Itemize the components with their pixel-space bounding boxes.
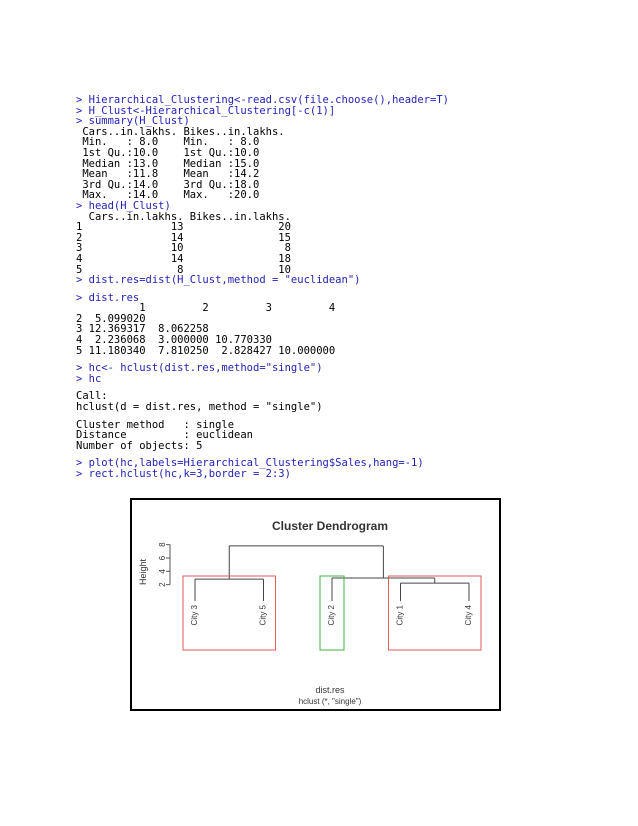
console-output-line: 2 5.099020 [76, 312, 146, 325]
leaf-label: City 5 [258, 605, 268, 626]
console-output-line: Number of objects: 5 [76, 439, 203, 452]
console-output-line: Cars..in.lakhs. Bikes..in.lakhs. [76, 125, 285, 138]
console-output-line: Cluster method : single [76, 418, 235, 431]
y-tick-label: 4 [158, 569, 168, 574]
console-output-line: 5 8 10 [76, 263, 291, 276]
y-tick-label: 8 [158, 542, 168, 547]
y-axis-label: Height [138, 558, 148, 586]
console-output-line: 3rd Qu.:14.0 3rd Qu.:18.0 [76, 178, 260, 191]
chart-title: Cluster Dendrogram [271, 519, 389, 533]
console-output-line: Distance : euclidean [76, 429, 254, 442]
console-output-line: hclust(d = dist.res, method = "single") [76, 401, 323, 414]
console-output-line: 3 12.369317 8.062258 [76, 323, 209, 336]
console-command-line: > Hierarchical_Clustering<-read.csv(file.choose(),header=T) [76, 94, 449, 106]
console-command-line: > hc [76, 372, 102, 385]
y-tick-label: 2 [158, 582, 168, 587]
leaf-label: City 4 [464, 605, 474, 626]
console-output-line: Max. :14.0 Max. :20.0 [76, 189, 260, 202]
console-output-line: 2 14 15 [76, 231, 291, 244]
dendrogram-figure [130, 498, 501, 711]
console-output-line: Call: [76, 390, 108, 403]
console-output-line: 1 2 3 4 [76, 302, 336, 315]
y-tick-label: 6 [158, 555, 168, 561]
dendrogram-chart [132, 500, 499, 709]
console-output-line: Mean :11.8 Mean :14.2 [76, 168, 260, 181]
console-output-line: 1st Qu.:10.0 1st Qu.:10.0 [76, 146, 260, 159]
x-axis-label: dist.res [315, 685, 345, 695]
console-output-line: Min. : 8.0 Min. : 8.0 [76, 136, 260, 149]
console-output-line: 4 14 18 [76, 252, 291, 265]
console-command-line: > H_Clust<-Hierarchical_Clustering[-c(1)] [76, 104, 336, 117]
console-output-line: 1 13 20 [76, 221, 291, 234]
leaf-label: City 1 [395, 605, 405, 626]
console-spacer [76, 384, 596, 391]
console-output-line: Median :13.0 Median :15.0 [76, 157, 260, 170]
console-output-line: 3 10 8 [76, 242, 291, 255]
console-output-line: 4 2.236068 3.000000 10.770330 [76, 334, 272, 347]
console-output-line: 5 11.180340 7.810250 2.828427 10.000000 [76, 344, 336, 357]
console-command-line: > summary(H_Clust) [76, 115, 190, 128]
console-command-line: > dist.res=dist(H_Clust,method = "euclidean") [76, 274, 361, 287]
leaf-label: City 2 [327, 605, 337, 626]
chart-subtitle: hclust (*, "single") [298, 697, 362, 706]
console-output-line: Cars..in.lakhs. Bikes..in.lakhs. [76, 210, 291, 223]
console-spacer [76, 286, 596, 293]
r-console-output [76, 95, 596, 480]
console-command-line: > dist.res [76, 291, 140, 304]
console-command-line: > plot(hc,labels=Hierarchical_Clustering$Sales,hang=-1) [76, 457, 424, 470]
console-command-line: > head(H_Clust) [76, 199, 171, 212]
console-command-line: > hc<- hclust(dist.res,method="single") [76, 362, 323, 375]
leaf-label: City 3 [190, 605, 200, 626]
console-command-line: > rect.hclust(hc,k=3,border = 2:3) [76, 468, 291, 480]
